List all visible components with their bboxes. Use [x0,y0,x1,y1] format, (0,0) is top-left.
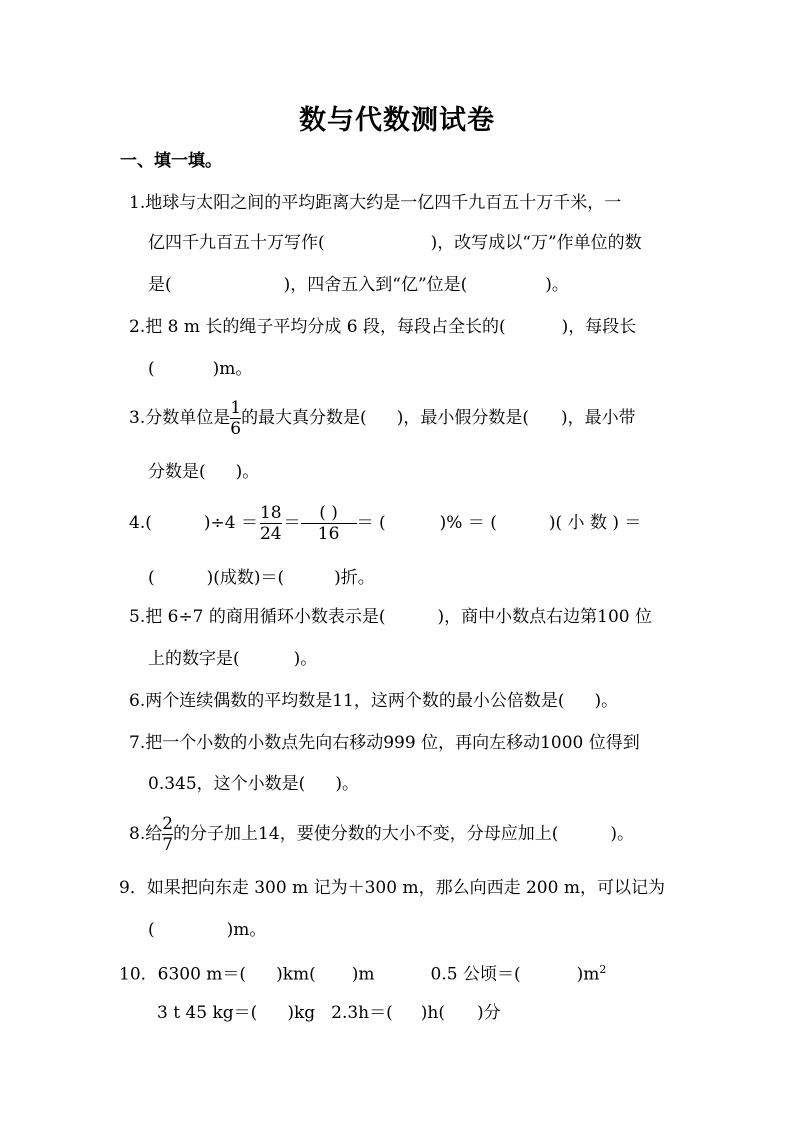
q7-text: 7.把一个小数的小数点先向右移动999 位，再向左移动1000 位得到 [129,733,640,753]
q10-text: )kg [287,1003,316,1023]
q10-line2 [157,1001,501,1025]
q3-text: 的最大真分数是( [241,408,367,428]
q2-text: )，每段长 [561,317,637,337]
q10-text: )h( [420,1003,445,1023]
q10-text: 0.5 公顷＝( [430,964,521,985]
q6-line1 [129,689,618,713]
q3-text: )。 [235,462,260,482]
q4-text: )折。 [334,568,375,588]
q9-text: 9．如果把向东走 300 m 记为＋300 m，那么向西走 200 m，可以记为 [119,878,665,898]
q3-text: )，最小假分数是( [396,408,529,428]
q6-text: )。 [594,691,619,711]
fraction-denominator: 7 [162,835,174,855]
q5-line1 [129,605,652,629]
q3-text: )，最小带 [560,408,636,428]
page-title: 数与代数测试卷 [299,105,495,136]
q5-line2 [148,647,317,671]
q1-line3 [148,273,569,297]
q5-text: 上的数字是( [148,649,240,669]
q4-line2 [148,566,375,590]
q2-text: 2.把 8 m 长的绳子平均分成 6 段，每段占全长的( [129,317,506,337]
q1-text: )，四舍五入到“亿”位是( [283,275,468,295]
fraction-numerator: 2 [162,814,174,834]
q3-line1 [129,396,636,440]
q9-line2 [148,918,266,942]
fraction-numerator: 1 [230,398,242,418]
q5-text: )。 [293,649,318,669]
q5-text: 5.把 6÷7 的商用循环小数表示是( [129,607,386,627]
q5-text: )，商中小数点右边第100 位 [437,607,653,627]
q3-line2 [148,460,259,484]
q4-text: )(成数)＝( [206,568,285,588]
q1-line2 [148,231,642,255]
q4-text: )% ＝ ( [439,513,497,533]
q1-text: )。 [545,275,569,295]
q10-text: )km( [276,964,316,985]
fraction-blank-16 [301,503,357,544]
q1-line1 [129,191,621,215]
q10-text: 2.3h＝( [331,1003,393,1023]
superscript: 2 [599,963,607,976]
q10-text: 3 t 45 kg＝( [157,1003,258,1023]
q1-text: )，改写成以“万”作单位的数 [430,233,642,253]
q4-text: ＝ [283,513,301,533]
fraction-denominator: 24 [259,524,282,544]
fraction-18-24 [260,503,282,544]
q9-text: ( [148,920,155,940]
fraction-one-sixth [230,398,241,439]
q4-text: )( 小 数 ) ＝ [548,513,642,533]
q1-text: 是( [148,275,172,295]
q2-line2 [148,357,252,381]
q2-text: )m。 [212,359,253,379]
q8-text: 的分子加上14，要使分数的大小不变，分母应加上( [173,824,559,844]
q3-text: 3.分数单位是 [129,408,231,428]
q4-text: ( [148,568,155,588]
q9-text: )m。 [226,920,267,940]
q10-text: )分 [476,1003,501,1023]
q8-line1 [129,812,634,856]
q6-text: 6.两个连续偶数的平均数是11，这两个数的最小公倍数是( [129,691,565,711]
q10-text: )m [576,964,600,985]
fraction-numerator[interactable]: ( ) [319,503,338,523]
q7-line2 [148,772,359,796]
fraction-denominator: 16 [317,524,340,544]
q2-text: ( [148,359,155,379]
q10-line1 [119,958,606,987]
q4-text: 4.( [129,513,152,533]
q4-line1 [129,497,641,549]
q10-text: 10．6300 m＝( [119,964,247,985]
fraction-two-sevenths [162,814,173,855]
q4-text: ＝ ( [356,513,386,533]
q4-text: )÷4 ＝ [203,513,258,533]
q3-text: 分数是( [148,462,206,482]
q8-text: )。 [610,824,634,844]
q2-line1 [129,315,636,339]
q7-line1 [129,731,640,755]
q7-text: )。 [335,774,359,794]
section-heading: 一、填一填。 [120,151,222,171]
q8-text: 8.给 [129,824,163,844]
q7-text: 0.345，这个小数是( [148,774,306,794]
q9-line1 [119,876,665,900]
q1-text: 1.地球与太阳之间的平均距离大约是一亿四千九百五十万千米，一 [129,193,622,213]
fraction-numerator: 18 [259,503,282,523]
fraction-denominator: 6 [230,419,242,439]
q10-text: )m [351,964,375,985]
q1-text: 亿四千九百五十万写作( [148,233,325,253]
